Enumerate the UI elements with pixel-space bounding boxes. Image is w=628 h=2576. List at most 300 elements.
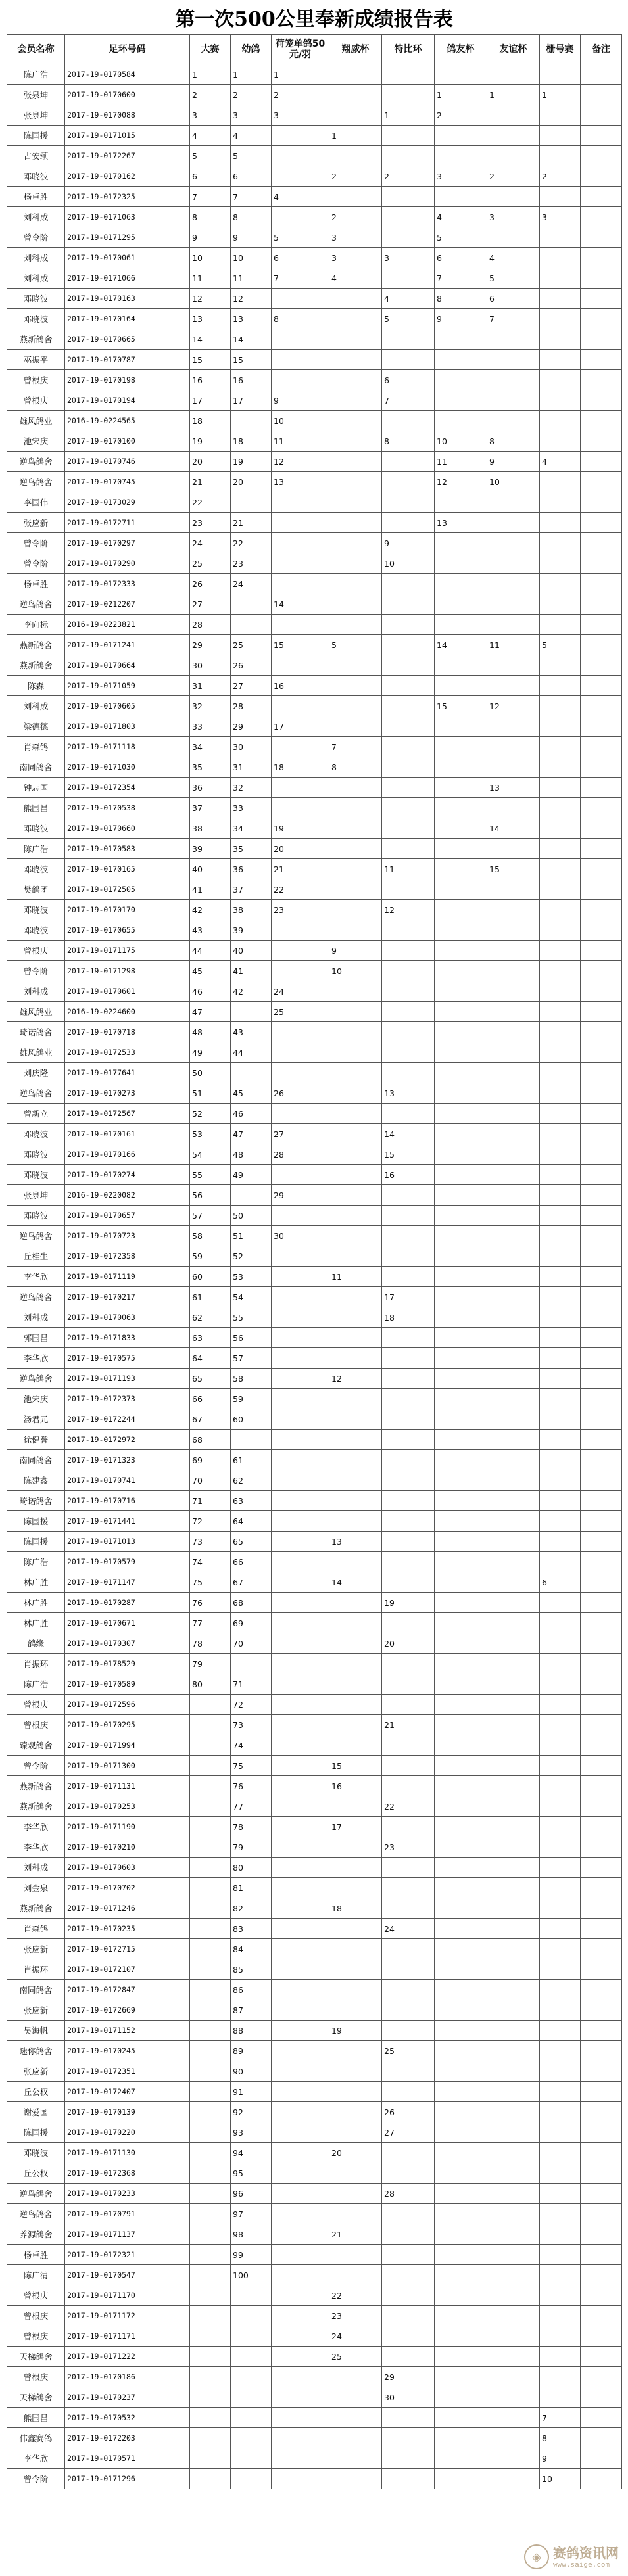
xiangwei-cup-cell: 11: [329, 1267, 382, 1287]
single-bird-cell: [272, 1430, 329, 1450]
remarks-cell: [581, 207, 622, 227]
special-ring-cell: [382, 1511, 435, 1532]
ring-number-cell: 2017-19-0170583: [65, 839, 190, 859]
fence-race-cell: [540, 1246, 581, 1267]
member-name-cell: 丘桂生: [7, 1246, 65, 1267]
geyou-cup-cell: [435, 350, 487, 370]
member-name-cell: 陈国援: [7, 1511, 65, 1532]
member-name-cell: 鸽缘: [7, 1633, 65, 1654]
single-bird-cell: 19: [272, 818, 329, 839]
single-bird-cell: [272, 2041, 329, 2061]
fence-race-cell: [540, 329, 581, 350]
member-name-cell: 刘科成: [7, 207, 65, 227]
table-row: [7, 1348, 622, 1369]
member-name-cell: 逆鸟鸽舍: [7, 1226, 65, 1246]
table-row: [7, 879, 622, 900]
ring-number-cell: 2017-19-0172505: [65, 879, 190, 900]
table-row: [7, 1450, 622, 1470]
xiangwei-cup-cell: [329, 411, 382, 431]
young-bird-cell: 85: [231, 1959, 272, 1980]
table-row: [7, 798, 622, 818]
geyou-cup-cell: [435, 1369, 487, 1389]
friendship-cup-cell: [487, 1633, 540, 1654]
friendship-cup-cell: 5: [487, 268, 540, 289]
friendship-cup-cell: [487, 1878, 540, 1898]
xiangwei-cup-cell: [329, 452, 382, 472]
geyou-cup-cell: [435, 1267, 487, 1287]
xiangwei-cup-cell: [329, 1185, 382, 1206]
friendship-cup-cell: [487, 2163, 540, 2184]
xiangwei-cup-cell: 3: [329, 248, 382, 268]
ring-number-cell: 2017-19-0170273: [65, 1083, 190, 1104]
special-ring-cell: 3: [382, 248, 435, 268]
friendship-cup-cell: 15: [487, 859, 540, 879]
main-race-cell: 79: [190, 1654, 231, 1674]
friendship-cup-cell: [487, 1124, 540, 1144]
special-ring-cell: [382, 1246, 435, 1267]
member-name-cell: 张应新: [7, 1939, 65, 1959]
remarks-cell: [581, 411, 622, 431]
fence-race-cell: [540, 227, 581, 248]
remarks-cell: [581, 716, 622, 737]
single-bird-cell: 8: [272, 309, 329, 329]
young-bird-cell: 19: [231, 452, 272, 472]
member-name-cell: 邓晓波: [7, 1124, 65, 1144]
fence-race-cell: [540, 818, 581, 839]
remarks-cell: [581, 594, 622, 615]
young-bird-cell: 31: [231, 757, 272, 778]
single-bird-cell: [272, 1491, 329, 1511]
main-race-cell: [190, 1980, 231, 2000]
main-race-cell: 4: [190, 126, 231, 146]
xiangwei-cup-cell: [329, 553, 382, 574]
fence-race-cell: [540, 2224, 581, 2245]
geyou-cup-cell: [435, 1654, 487, 1674]
remarks-cell: [581, 1348, 622, 1369]
young-bird-cell: 8: [231, 207, 272, 227]
geyou-cup-cell: 8: [435, 289, 487, 309]
friendship-cup-cell: [487, 961, 540, 981]
special-ring-cell: [382, 126, 435, 146]
friendship-cup-cell: [487, 676, 540, 696]
xiangwei-cup-cell: 9: [329, 941, 382, 961]
fence-race-cell: [540, 1165, 581, 1185]
geyou-cup-cell: [435, 1735, 487, 1756]
fence-race-cell: [540, 390, 581, 411]
member-name-cell: 邓晓波: [7, 1165, 65, 1185]
remarks-cell: [581, 2326, 622, 2347]
remarks-cell: [581, 1939, 622, 1959]
special-ring-cell: [382, 574, 435, 594]
special-ring-cell: 24: [382, 1919, 435, 1939]
member-name-cell: 邓晓波: [7, 900, 65, 920]
single-bird-cell: [272, 1022, 329, 1042]
special-ring-cell: 29: [382, 2367, 435, 2387]
table-row: [7, 492, 622, 513]
ring-number-cell: 2017-19-0170716: [65, 1491, 190, 1511]
remarks-cell: [581, 1369, 622, 1389]
remarks-cell: [581, 2143, 622, 2163]
ring-number-cell: 2017-19-0172669: [65, 2000, 190, 2021]
member-name-cell: 燕新鸽舍: [7, 635, 65, 655]
xiangwei-cup-cell: [329, 2102, 382, 2122]
xiangwei-cup-cell: [329, 1144, 382, 1165]
fence-race-cell: [540, 879, 581, 900]
member-name-cell: 张应新: [7, 2061, 65, 2082]
friendship-cup-cell: [487, 2000, 540, 2021]
single-bird-cell: [272, 2428, 329, 2448]
main-race-cell: 54: [190, 1144, 231, 1165]
young-bird-cell: 64: [231, 1511, 272, 1532]
member-name-cell: 曾根庆: [7, 2285, 65, 2306]
single-bird-cell: [272, 2367, 329, 2387]
special-ring-cell: 26: [382, 2102, 435, 2122]
xiangwei-cup-cell: [329, 1124, 382, 1144]
main-race-cell: [190, 1735, 231, 1756]
ring-number-cell: 2017-19-0170088: [65, 105, 190, 126]
special-ring-cell: [382, 676, 435, 696]
table-row: [7, 472, 622, 492]
remarks-cell: [581, 1246, 622, 1267]
member-name-cell: 曾根庆: [7, 2306, 65, 2326]
table-row: [7, 1633, 622, 1654]
single-bird-cell: [272, 1715, 329, 1735]
remarks-cell: [581, 2448, 622, 2469]
fence-race-cell: [540, 492, 581, 513]
ring-number-cell: 2017-19-0172107: [65, 1959, 190, 1980]
main-race-cell: [190, 2428, 231, 2448]
main-race-cell: 16: [190, 370, 231, 390]
fence-race-cell: [540, 655, 581, 676]
single-bird-cell: [272, 533, 329, 553]
main-race-cell: 22: [190, 492, 231, 513]
special-ring-cell: 14: [382, 1124, 435, 1144]
special-ring-cell: 5: [382, 309, 435, 329]
ring-number-cell: 2017-19-0172351: [65, 2061, 190, 2082]
geyou-cup-cell: 9: [435, 309, 487, 329]
xiangwei-cup-cell: [329, 778, 382, 798]
special-ring-cell: [382, 1042, 435, 1063]
geyou-cup-cell: [435, 1470, 487, 1491]
member-name-cell: 李华欣: [7, 1267, 65, 1287]
xiangwei-cup-cell: [329, 513, 382, 533]
xiangwei-cup-cell: [329, 696, 382, 716]
friendship-cup-cell: 12: [487, 696, 540, 716]
remarks-cell: [581, 2245, 622, 2265]
ring-number-cell: 2017-19-0170657: [65, 1206, 190, 1226]
special-ring-cell: [382, 2061, 435, 2082]
young-bird-cell: 53: [231, 1267, 272, 1287]
friendship-cup-cell: [487, 1776, 540, 1796]
fence-race-cell: [540, 1124, 581, 1144]
remarks-cell: [581, 1613, 622, 1633]
geyou-cup-cell: [435, 1980, 487, 2000]
young-bird-cell: 42: [231, 981, 272, 1002]
fence-race-cell: [540, 2082, 581, 2102]
young-bird-cell: 4: [231, 126, 272, 146]
member-name-cell: 陈国援: [7, 1532, 65, 1552]
geyou-cup-cell: [435, 2102, 487, 2122]
ring-number-cell: 2017-19-0170210: [65, 1837, 190, 1858]
special-ring-cell: [382, 1369, 435, 1389]
special-ring-cell: [382, 2469, 435, 2489]
friendship-cup-cell: [487, 1939, 540, 1959]
remarks-cell: [581, 1735, 622, 1756]
table-row: [7, 2021, 622, 2041]
single-bird-cell: [272, 2224, 329, 2245]
geyou-cup-cell: [435, 553, 487, 574]
xiangwei-cup-cell: [329, 1083, 382, 1104]
single-bird-cell: [272, 207, 329, 227]
main-race-cell: 14: [190, 329, 231, 350]
remarks-cell: [581, 2204, 622, 2224]
remarks-cell: [581, 1185, 622, 1206]
fence-race-cell: [540, 1654, 581, 1674]
ring-number-cell: 2017-19-0172567: [65, 1104, 190, 1124]
special-ring-cell: [382, 2428, 435, 2448]
young-bird-cell: 9: [231, 227, 272, 248]
remarks-cell: [581, 2367, 622, 2387]
young-bird-cell: 60: [231, 1409, 272, 1430]
member-name-cell: 张泉坤: [7, 85, 65, 105]
ring-number-cell: 2017-19-0171193: [65, 1369, 190, 1389]
remarks-cell: [581, 1756, 622, 1776]
young-bird-cell: 96: [231, 2184, 272, 2204]
friendship-cup-cell: [487, 1919, 540, 1939]
friendship-cup-cell: [487, 981, 540, 1002]
table-row: [7, 2306, 622, 2326]
ring-number-cell: 2017-19-0170605: [65, 696, 190, 716]
young-bird-cell: 37: [231, 879, 272, 900]
main-race-cell: 15: [190, 350, 231, 370]
single-bird-cell: 24: [272, 981, 329, 1002]
member-name-cell: 邓晓波: [7, 289, 65, 309]
young-bird-cell: 84: [231, 1939, 272, 1959]
table-row: [7, 655, 622, 676]
single-bird-cell: [272, 1511, 329, 1532]
xiangwei-cup-cell: [329, 1980, 382, 2000]
single-bird-cell: [272, 1328, 329, 1348]
single-bird-cell: [272, 574, 329, 594]
remarks-cell: [581, 350, 622, 370]
ring-number-cell: 2017-19-0170170: [65, 900, 190, 920]
single-bird-cell: [272, 2306, 329, 2326]
friendship-cup-cell: [487, 1898, 540, 1919]
main-race-cell: [190, 2163, 231, 2184]
fence-race-cell: [540, 1959, 581, 1980]
main-race-cell: 33: [190, 716, 231, 737]
main-race-cell: 31: [190, 676, 231, 696]
young-bird-cell: [231, 1002, 272, 1022]
member-name-cell: 曾令阶: [7, 961, 65, 981]
main-race-cell: 61: [190, 1287, 231, 1307]
young-bird-cell: 75: [231, 1756, 272, 1776]
xiangwei-cup-cell: [329, 329, 382, 350]
fence-race-cell: [540, 1022, 581, 1042]
fence-race-cell: [540, 2245, 581, 2265]
young-bird-cell: 47: [231, 1124, 272, 1144]
col-header-xiangwei-cup: 翔威杯: [329, 35, 382, 64]
friendship-cup-cell: [487, 1328, 540, 1348]
special-ring-cell: [382, 2448, 435, 2469]
fence-race-cell: [540, 2306, 581, 2326]
single-bird-cell: [272, 1735, 329, 1756]
single-bird-cell: [272, 2061, 329, 2082]
single-bird-cell: [272, 1959, 329, 1980]
xiangwei-cup-cell: [329, 472, 382, 492]
main-race-cell: [190, 2448, 231, 2469]
main-race-cell: [190, 2306, 231, 2326]
ring-number-cell: 2017-19-0170532: [65, 2408, 190, 2428]
special-ring-cell: [382, 1185, 435, 1206]
member-name-cell: 肖森鸽: [7, 1919, 65, 1939]
special-ring-cell: [382, 1654, 435, 1674]
remarks-cell: [581, 2428, 622, 2448]
member-name-cell: 曾根庆: [7, 1695, 65, 1715]
single-bird-cell: [272, 1980, 329, 2000]
fence-race-cell: [540, 1939, 581, 1959]
single-bird-cell: 23: [272, 900, 329, 920]
geyou-cup-cell: [435, 1776, 487, 1796]
table-row: [7, 513, 622, 533]
ring-number-cell: 2017-19-0170233: [65, 2184, 190, 2204]
friendship-cup-cell: [487, 1226, 540, 1246]
fence-race-cell: [540, 2204, 581, 2224]
special-ring-cell: [382, 655, 435, 676]
special-ring-cell: 10: [382, 553, 435, 574]
young-bird-cell: 54: [231, 1287, 272, 1307]
table-row: [7, 1185, 622, 1206]
xiangwei-cup-cell: [329, 920, 382, 941]
single-bird-cell: 4: [272, 187, 329, 207]
friendship-cup-cell: [487, 737, 540, 757]
fence-race-cell: [540, 737, 581, 757]
watermark-url: www.saige.com: [553, 2560, 610, 2569]
young-bird-cell: 18: [231, 431, 272, 452]
single-bird-cell: [272, 1776, 329, 1796]
main-race-cell: 10: [190, 248, 231, 268]
special-ring-cell: [382, 1328, 435, 1348]
special-ring-cell: 25: [382, 2041, 435, 2061]
ring-number-cell: 2017-19-0172368: [65, 2163, 190, 2184]
main-race-cell: 45: [190, 961, 231, 981]
main-race-cell: 71: [190, 1491, 231, 1511]
special-ring-cell: 27: [382, 2122, 435, 2143]
friendship-cup-cell: [487, 2326, 540, 2347]
young-bird-cell: 63: [231, 1491, 272, 1511]
single-bird-cell: [272, 350, 329, 370]
special-ring-cell: 19: [382, 1593, 435, 1613]
main-race-cell: [190, 1796, 231, 1817]
geyou-cup-cell: [435, 1307, 487, 1328]
remarks-cell: [581, 1002, 622, 1022]
main-race-cell: [190, 2021, 231, 2041]
xiangwei-cup-cell: [329, 2367, 382, 2387]
single-bird-cell: [272, 1817, 329, 1837]
xiangwei-cup-cell: 20: [329, 2143, 382, 2163]
main-race-cell: 43: [190, 920, 231, 941]
geyou-cup-cell: [435, 778, 487, 798]
young-bird-cell: 6: [231, 166, 272, 187]
fence-race-cell: [540, 778, 581, 798]
young-bird-cell: 34: [231, 818, 272, 839]
single-bird-cell: [272, 1287, 329, 1307]
member-name-cell: 刘科成: [7, 981, 65, 1002]
friendship-cup-cell: [487, 2428, 540, 2448]
main-race-cell: 48: [190, 1022, 231, 1042]
main-race-cell: 40: [190, 859, 231, 879]
young-bird-cell: [231, 1654, 272, 1674]
table-row: [7, 1532, 622, 1552]
main-race-cell: 41: [190, 879, 231, 900]
xiangwei-cup-cell: [329, 2387, 382, 2408]
friendship-cup-cell: [487, 2469, 540, 2489]
remarks-cell: [581, 1083, 622, 1104]
friendship-cup-cell: [487, 1165, 540, 1185]
young-bird-cell: [231, 411, 272, 431]
friendship-cup-cell: [487, 146, 540, 166]
young-bird-cell: 25: [231, 635, 272, 655]
special-ring-cell: 9: [382, 533, 435, 553]
special-ring-cell: [382, 818, 435, 839]
young-bird-cell: 26: [231, 655, 272, 676]
fence-race-cell: [540, 1715, 581, 1735]
ring-number-cell: 2017-19-0171015: [65, 126, 190, 146]
friendship-cup-cell: [487, 1532, 540, 1552]
special-ring-cell: [382, 1389, 435, 1409]
col-header-single-bird: 荷笼单鸽50元/羽: [272, 35, 329, 64]
geyou-cup-cell: [435, 1837, 487, 1858]
young-bird-cell: [231, 2367, 272, 2387]
geyou-cup-cell: [435, 1491, 487, 1511]
xiangwei-cup-cell: [329, 350, 382, 370]
friendship-cup-cell: [487, 1654, 540, 1674]
geyou-cup-cell: [435, 757, 487, 778]
remarks-cell: [581, 635, 622, 655]
single-bird-cell: 2: [272, 85, 329, 105]
xiangwei-cup-cell: [329, 1226, 382, 1246]
single-bird-cell: [272, 553, 329, 574]
member-name-cell: 刘金泉: [7, 1878, 65, 1898]
young-bird-cell: 98: [231, 2224, 272, 2245]
young-bird-cell: [231, 2347, 272, 2367]
remarks-cell: [581, 2000, 622, 2021]
geyou-cup-cell: [435, 798, 487, 818]
single-bird-cell: 15: [272, 635, 329, 655]
young-bird-cell: 11: [231, 268, 272, 289]
table-row: [7, 2245, 622, 2265]
young-bird-cell: 49: [231, 1165, 272, 1185]
fence-race-cell: [540, 105, 581, 126]
table-row: [7, 1470, 622, 1491]
young-bird-cell: 56: [231, 1328, 272, 1348]
special-ring-cell: 23: [382, 1837, 435, 1858]
special-ring-cell: [382, 2265, 435, 2285]
table-row: [7, 1206, 622, 1226]
member-name-cell: 池宋庆: [7, 431, 65, 452]
young-bird-cell: 59: [231, 1389, 272, 1409]
xiangwei-cup-cell: [329, 1735, 382, 1756]
xiangwei-cup-cell: [329, 289, 382, 309]
ring-number-cell: 2017-19-0172244: [65, 1409, 190, 1430]
geyou-cup-cell: [435, 2265, 487, 2285]
member-name-cell: 曾根庆: [7, 390, 65, 411]
remarks-cell: [581, 1511, 622, 1532]
table-row: [7, 1267, 622, 1287]
special-ring-cell: [382, 1695, 435, 1715]
remarks-cell: [581, 2347, 622, 2367]
geyou-cup-cell: [435, 1593, 487, 1613]
